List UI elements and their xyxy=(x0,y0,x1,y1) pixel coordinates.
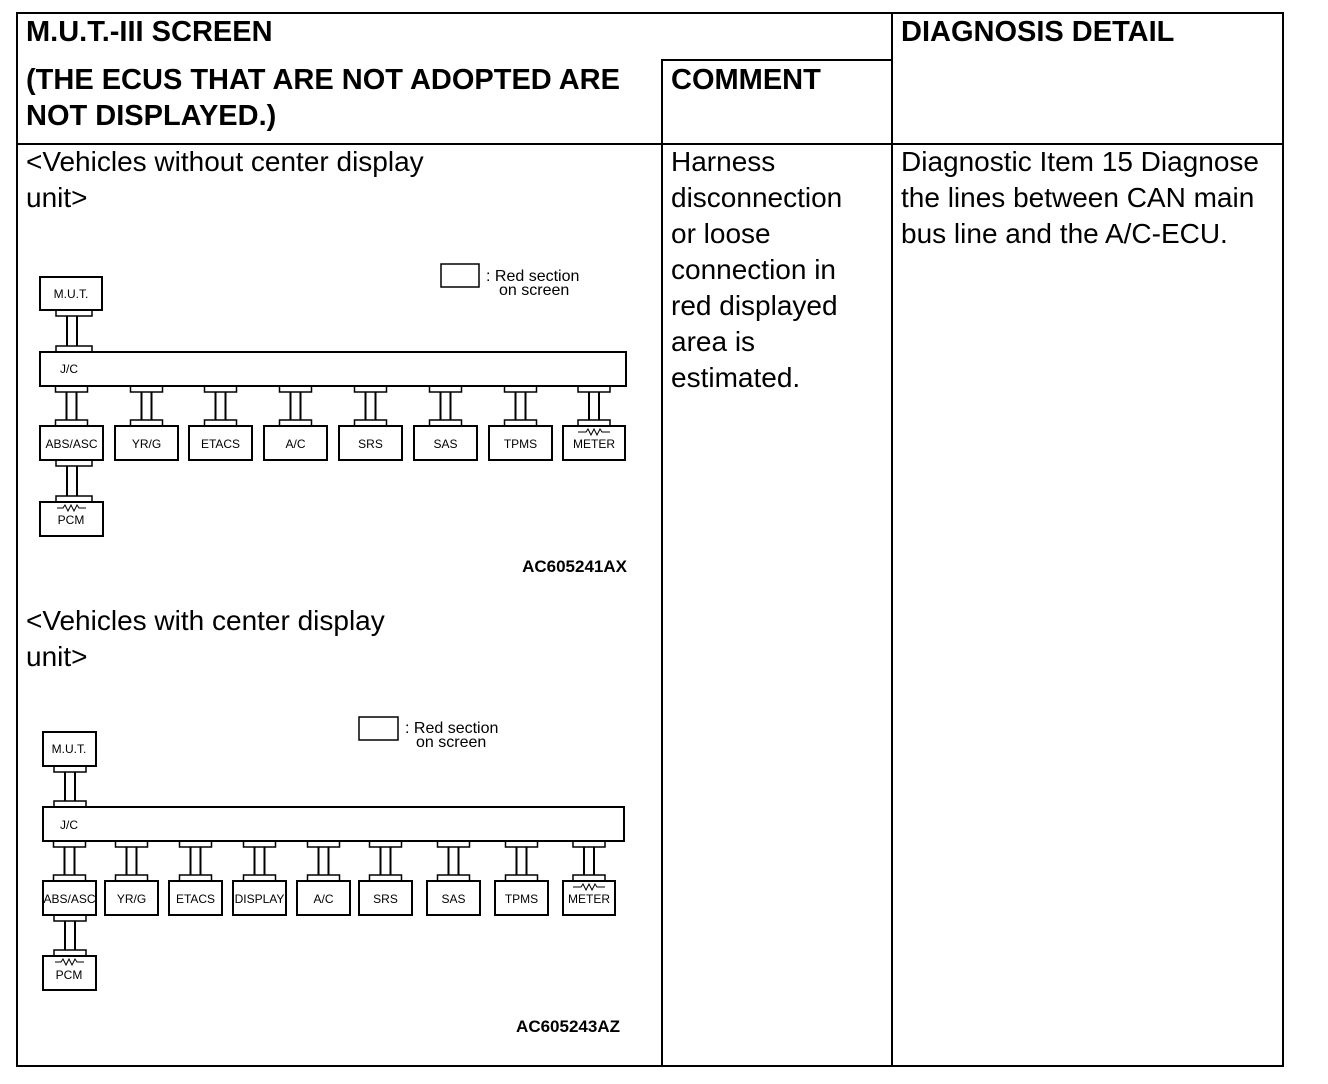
mut-screen-heading: M.U.T.-III SCREEN xyxy=(26,16,273,48)
legend-box xyxy=(359,717,398,740)
jc-label: J/C xyxy=(60,818,78,832)
section-label-without-display: <Vehicles without center display unit> xyxy=(26,146,424,213)
pcm-label: PCM xyxy=(57,513,85,527)
diagram-code: AC605243AZ xyxy=(516,1017,620,1036)
jc-label: J/C xyxy=(60,362,78,376)
ecu-label-a-c: A/C xyxy=(285,437,306,451)
legend-text-line2: on screen xyxy=(499,282,570,299)
legend-text-line2: on screen xyxy=(416,734,487,751)
can-diagram-with-display xyxy=(0,0,660,1060)
ecu-label-yr-g: YR/G xyxy=(131,437,162,451)
diagram-code: AC605241AX xyxy=(522,557,627,576)
comment-header-top xyxy=(661,59,892,61)
ecu-label-srs: SRS xyxy=(358,437,383,451)
ecu-label-etacs: ETACS xyxy=(175,892,216,906)
column-divider-2 xyxy=(891,12,893,1066)
comment-heading: COMMENT xyxy=(671,64,821,96)
ecu-label-sas: SAS xyxy=(441,892,466,906)
ecu-label-meter: METER xyxy=(568,892,610,906)
ecu-label-tpms: TPMS xyxy=(503,437,538,451)
mut-label: M.U.T. xyxy=(51,742,87,756)
comment-text: Harness disconnection or loose connection in red displayed area is estimated. xyxy=(671,146,843,393)
ecu-label-a-c: A/C xyxy=(313,892,334,906)
ecu-label-tpms: TPMS xyxy=(504,892,539,906)
can-diagram-2-svg xyxy=(0,0,660,1060)
section-label-with-display: <Vehicles with center display unit> xyxy=(26,605,385,672)
legend-text-line1: : Red section xyxy=(405,720,499,737)
ecu-label-display: DISPLAY xyxy=(234,892,285,906)
jc-bar xyxy=(43,807,624,841)
ecu-label-meter: METER xyxy=(573,437,615,451)
diagnosis-detail-heading: DIAGNOSIS DETAIL xyxy=(901,16,1175,48)
ecus-note-heading: (THE ECUS THAT ARE NOT ADOPTED ARE NOT DISPLAYED.) xyxy=(26,64,620,132)
ecu-label-sas: SAS xyxy=(433,437,458,451)
mut-label: M.U.T. xyxy=(53,287,89,301)
pcm-label: PCM xyxy=(55,968,83,982)
ecu-label-yr-g: YR/G xyxy=(116,892,147,906)
diagnosis-detail-text: Diagnostic Item 15 Diagnose the lines between CAN main bus line and the A/C-ECU. xyxy=(901,146,1259,249)
legend-text-line1: : Red section xyxy=(486,268,580,285)
ecu-label-abs-asc: ABS/ASC xyxy=(45,437,98,451)
ecu-label-srs: SRS xyxy=(373,892,398,906)
ecu-label-etacs: ETACS xyxy=(200,437,241,451)
ecu-label-abs-asc: ABS/ASC xyxy=(43,892,96,906)
column-divider-1 xyxy=(661,60,663,1066)
